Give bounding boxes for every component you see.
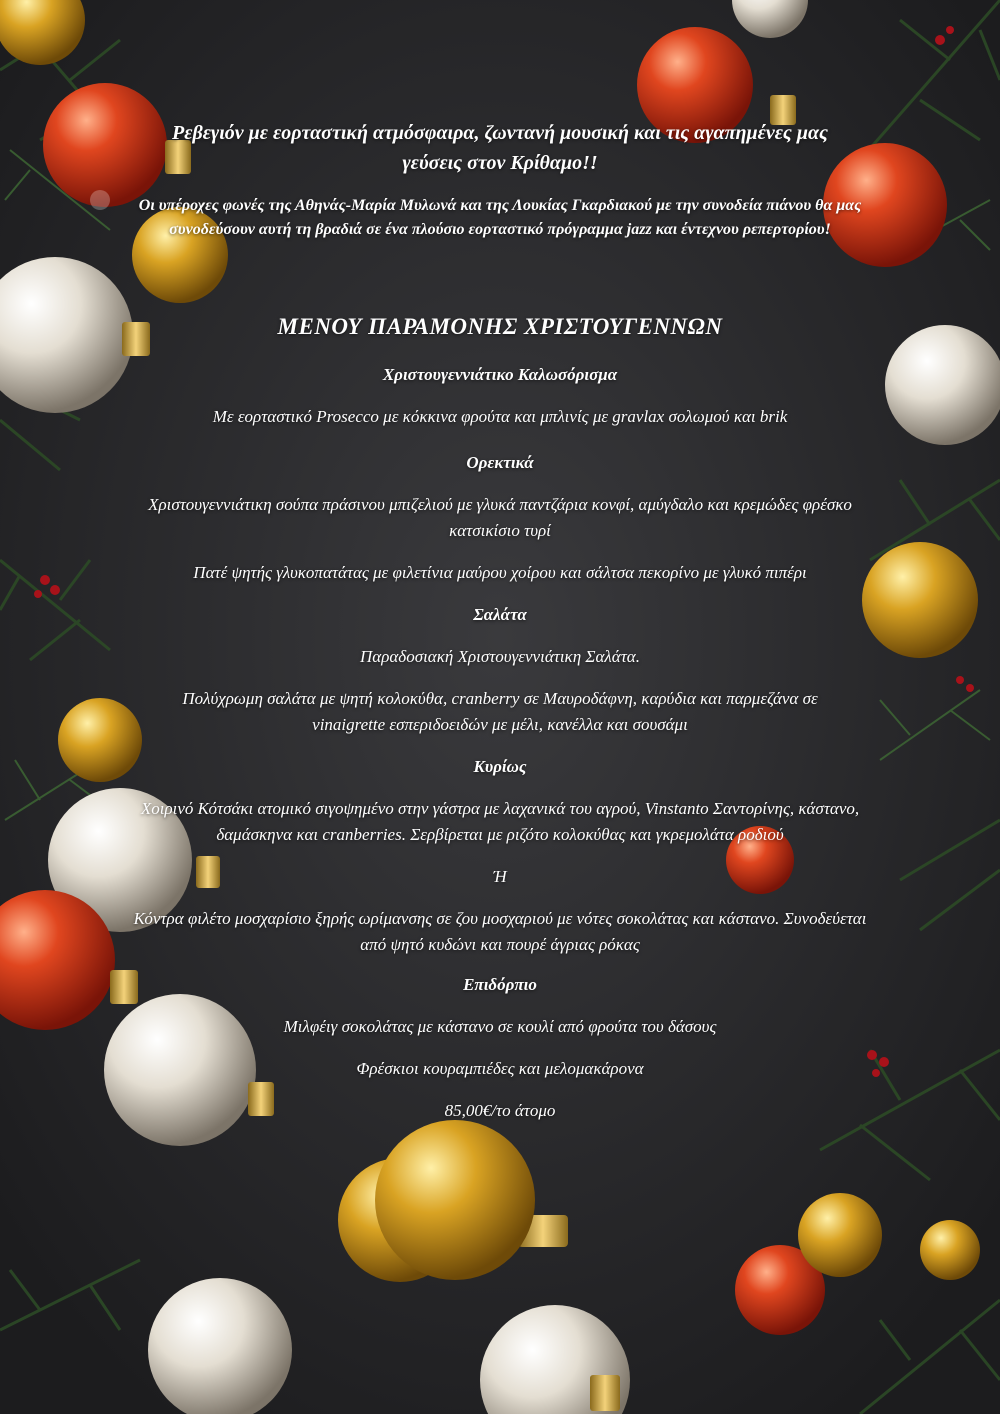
- menu-item: Χριστουγεννιάτικη σούπα πράσινου μπιζελιού με γλυκά παντζάρια κονφί, αμύγδαλο και κρεμώδες φρέσκο κατσικίσιο τυρί: [148, 495, 852, 540]
- menu-item: Χοιρινό Κότσάκι ατομικό σιγοψημένο στην γάστρα με λαχανικά του αγρού, Vinstanto Σαντορίνης, κάστανο, δαμάσκηνα και cranberries. Σερβίρεται με ριζότο κολοκύθας και γκρεμολάτα ροδιού: [140, 799, 860, 844]
- menu-item: Πολύχρωμη σαλάτα με ψητή κολοκύθα, cranberry σε Μαυροδάφνη, καρύδια και παρμεζάνα σε vinaigrette εσπεριδοειδών με μέλι, κανέλλα και σουσάμι: [182, 689, 818, 734]
- course-heading-dessert: Επιδόρπιο: [463, 975, 537, 994]
- menu-item: Παραδοσιακή Χριστουγεννιάτικη Σαλάτα.: [360, 647, 640, 666]
- course-heading-starters: Ορεκτικά: [466, 453, 534, 472]
- menu-item-or: Ή: [493, 867, 507, 886]
- menu-item: Πατέ ψητής γλυκοπατάτας με φιλετίνια μαύρου χοίρου και σάλτσα πεκορίνο με γλυκό πιπέρι: [193, 563, 807, 582]
- intro-headline: Ρεβεγιόν με εορταστική ατμόσφαιρα, ζωντανή μουσική και τις αγαπημένες μας γεύσεις στον Κρίθαμο!!: [172, 122, 828, 174]
- price: 85,00€/το άτομο: [444, 1101, 556, 1120]
- course-heading-salad: Σαλάτα: [473, 605, 527, 624]
- menu-item: Με εορταστικό Prosecco με κόκκινα φρούτα και μπλινίς με gravlax σολωμού και brik: [212, 407, 788, 426]
- intro-description: Οι υπέροχες φωνές της Αθηνάς-Μαρία Μυλωνά και της Λουκίας Γκαρδιακού με την συνοδεία πιάνου θα μας συνοδεύσουν αυτή τη βραδιά σε ένα πλούσιο εορταστικό πρόγραμμα jazz και έντεχνου ρεπερτορίου!: [138, 197, 862, 238]
- course-heading-mains: Κυρίως: [473, 757, 527, 776]
- course-heading-welcome: Χριστουγεννιάτικο Καλωσόρισμα: [382, 365, 618, 384]
- menu-item: Φρέσκιοι κουραμπιέδες και μελομακάρονα: [356, 1059, 644, 1078]
- menu-item: Κόντρα φιλέτο μοσχαρίσιο ξηρής ωρίμανσης σε ζου μοσχαριού με νότες σοκολάτας και κάστανο. Συνοδεύεται από ψητό κυδώνι και πουρέ άγριας ρόκας: [133, 909, 867, 954]
- menu-title: ΜΕΝΟΥ ΠΑΡΑΜΟΝΗΣ ΧΡΙΣΤΟΥΓΕΝΝΩΝ: [277, 314, 723, 339]
- menu-item: Μιλφέιγ σοκολάτας με κάστανο σε κουλί από φρούτα του δάσους: [283, 1017, 717, 1036]
- menu-content: [133, 118, 867, 1140]
